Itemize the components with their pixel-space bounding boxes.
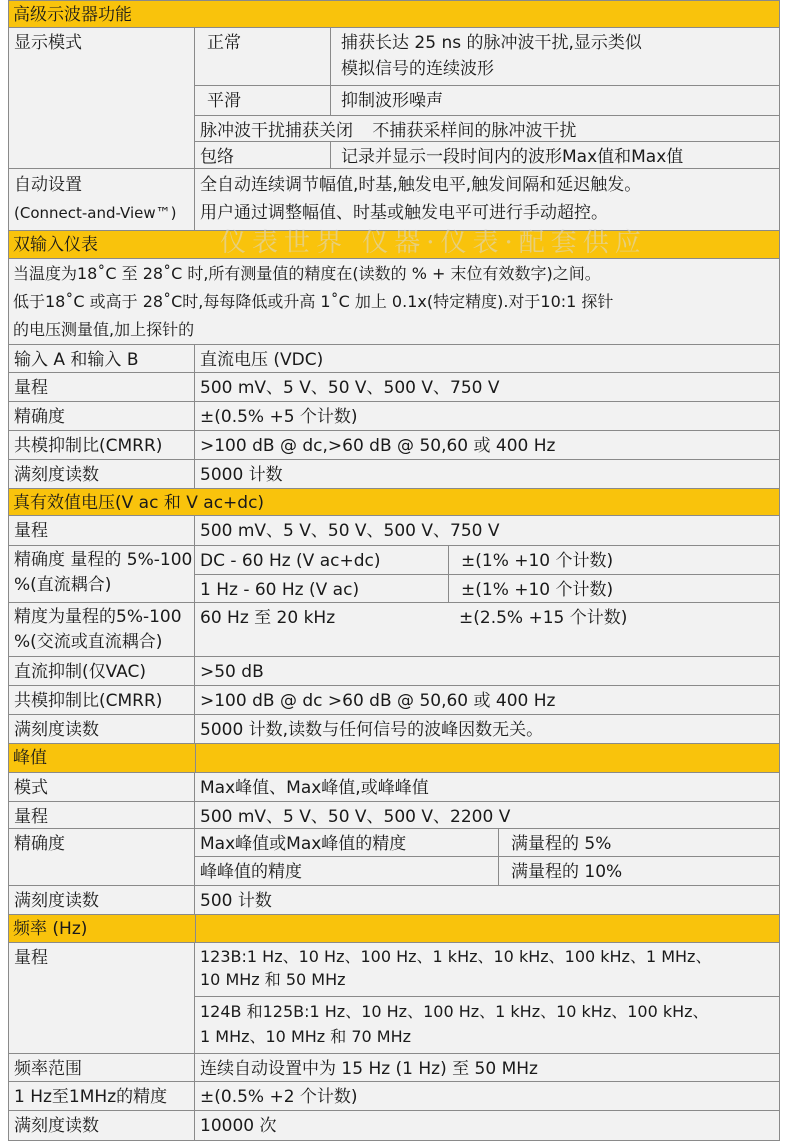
acc-ac-value: ±(2.5% +15 个计数) <box>459 608 628 628</box>
rms-accuracy-ac-block <box>8 602 780 656</box>
section-header-advanced-scope <box>8 0 780 27</box>
acc-row1-value: ±(1% +10 个计数) <box>448 545 779 574</box>
header-divider <box>195 744 196 773</box>
accuracy-ac-label <box>8 602 194 656</box>
dmm-cmrr-row <box>8 430 780 459</box>
normal-desc <box>330 27 779 85</box>
accuracy-dc-label <box>8 545 194 602</box>
input-value: 直流电压 (VDC) <box>194 344 779 372</box>
freq-range-124b-line2: 1 MHz、10 MHz 和 70 MHz <box>200 1027 412 1046</box>
acc-ac-range: 60 Hz 至 20 kHz <box>200 608 336 628</box>
accuracy-note-text <box>13 260 613 344</box>
accuracy-ac-label-2: %(交流或直流耦合) <box>14 632 163 652</box>
section-header-peak <box>8 743 780 772</box>
range-label: 量程 <box>8 942 194 1053</box>
freq-accuracy-value: ±(0.5% +2 个计数) <box>194 1081 779 1110</box>
peak-acc-row1-type: Max峰值或Max峰值的精度 <box>194 828 498 856</box>
fullscale-label: 满刻度读数 <box>8 714 194 743</box>
peak-acc-row2-type: 峰峰值的精度 <box>194 856 498 885</box>
dmm-range-row <box>8 372 780 401</box>
freq-accuracy-label: 1 Hz至1MHz的精度 <box>8 1081 194 1110</box>
input-row <box>8 344 780 372</box>
smooth-label: 平滑 <box>194 85 330 115</box>
rms-fullscale-row <box>8 714 780 743</box>
section-title: 高级示波器功能 <box>13 5 132 25</box>
rms-accuracy-dc-block <box>8 545 780 602</box>
auto-set-label <box>8 168 194 230</box>
section-title: 峰值 <box>13 748 47 768</box>
note-line1: 当温度为18˚C 至 28˚C 时,所有测量值的精度在(读数的 % + 末位有效数字)之间。 <box>13 264 601 283</box>
accuracy-note <box>8 258 780 344</box>
freq-range-row <box>8 1053 780 1081</box>
display-mode-block <box>8 27 780 168</box>
accuracy-dc-label-2: %(直流耦合) <box>14 575 112 595</box>
range-value: 500 mV、5 V、50 V、500 V、2200 V <box>194 801 779 828</box>
fullscale-label: 满刻度读数 <box>8 885 194 914</box>
dc-rejection-value: >50 dB <box>194 656 779 685</box>
fullscale-value: 500 计数 <box>194 885 779 914</box>
freq-range-123b-line2: 10 MHz 和 50 MHz <box>200 970 346 989</box>
dmm-accuracy-row <box>8 401 780 430</box>
spec-sheet <box>8 0 780 1141</box>
normal-desc-line2: 模拟信号的连续波形 <box>341 59 494 79</box>
peak-accuracy-block <box>8 828 780 885</box>
fullscale-value: 5000 计数 <box>194 459 779 488</box>
freq-range-124b-line1: 124B 和125B:1 Hz、10 Hz、100 Hz、1 kHz、10 kHz、100 kHz、 <box>200 1002 709 1021</box>
peak-fullscale-row <box>8 885 780 914</box>
peak-acc-row1-value: 满量程的 5% <box>498 828 779 856</box>
freq-range-value: 连续自动设置中为 15 Hz (1 Hz) 至 50 MHz <box>194 1053 779 1081</box>
range-label: 量程 <box>8 801 194 828</box>
glitch-off-label: 脉冲波干扰捕获关闭 <box>200 121 353 141</box>
accuracy-value: ±(0.5% +5 个计数) <box>194 401 779 430</box>
note-line2: 低于18˚C 或高于 28˚C时,每每降低或升高 1˚C 加上 0.1x(特定精度).对于10:1 探针 <box>13 292 614 311</box>
peak-range-row <box>8 801 780 828</box>
accuracy-label: 精确度 <box>8 401 194 430</box>
cmrr-label: 共模抑制比(CMRR) <box>8 430 194 459</box>
rms-dc-rejection-row <box>8 656 780 685</box>
section-title: 双输入仪表 <box>13 235 98 255</box>
acc-row2-value: ±(1% +10 个计数) <box>448 574 779 602</box>
peak-mode-row <box>8 772 780 801</box>
normal-label: 正常 <box>194 27 330 85</box>
display-mode-label: 显示模式 <box>8 27 194 168</box>
glitch-off-row <box>194 115 779 141</box>
freq-range-123b <box>194 942 779 996</box>
section-header-true-rms <box>8 488 780 515</box>
section-title: 频率 (Hz) <box>13 919 88 939</box>
note-line3: 的电压测量值,加上探针的 <box>13 320 195 339</box>
freq-range-123b-line1: 123B:1 Hz、10 Hz、100 Hz、1 kHz、10 kHz、100 kHz、1 MHz、 <box>200 947 712 966</box>
rms-cmrr-row <box>8 685 780 714</box>
input-label: 输入 A 和输入 B <box>8 344 194 372</box>
accuracy-ac-value <box>194 602 779 656</box>
fullscale-label: 满刻度读数 <box>8 1110 194 1140</box>
range-label: 量程 <box>8 515 194 545</box>
mode-value: Max峰值、Max峰值,或峰峰值 <box>194 772 779 801</box>
auto-set-desc-2: 用户通过调整幅值、时基或触发电平可进行手动超控。 <box>200 203 608 223</box>
acc-row2-range: 1 Hz - 60 Hz (V ac) <box>194 574 448 602</box>
section-header-frequency <box>8 914 780 942</box>
cmrr-label: 共模抑制比(CMRR) <box>8 685 194 714</box>
acc-row1-range: DC - 60 Hz (V ac+dc) <box>194 545 448 574</box>
header-divider <box>195 915 196 943</box>
freq-fullscale-row <box>8 1110 780 1141</box>
freq-accuracy-row <box>8 1081 780 1110</box>
glitch-off-desc: 不捕获采样间的脉冲波干扰 <box>372 121 577 141</box>
auto-set-label-1: 自动设置 <box>14 175 82 195</box>
accuracy-ac-label-1: 精度为量程的5%-100 <box>14 607 182 627</box>
peak-acc-row2-value: 满量程的 10% <box>498 856 779 885</box>
dmm-fullscale-row <box>8 459 780 488</box>
smooth-desc: 抑制波形噪声 <box>330 85 779 115</box>
range-value: 500 mV、5 V、50 V、500 V、750 V <box>194 372 779 401</box>
auto-set-desc <box>194 168 779 230</box>
freq-range-block <box>8 942 780 1053</box>
freq-range-124b <box>194 996 779 1053</box>
auto-set-label-2: (Connect-and-View™) <box>14 204 177 222</box>
range-label: 量程 <box>8 372 194 401</box>
section-title: 真有效值电压(V ac 和 V ac+dc) <box>13 493 265 513</box>
rms-range-row <box>8 515 780 545</box>
auto-set-row <box>8 168 780 230</box>
dc-rejection-label: 直流抑制(仅VAC) <box>8 656 194 685</box>
fullscale-value: 5000 计数,读数与任何信号的波峰因数无关。 <box>194 714 779 743</box>
cmrr-value: >100 dB @ dc >60 dB @ 50,60 或 400 Hz <box>194 685 779 714</box>
accuracy-dc-label-1: 精确度 量程的 5%-100 <box>14 550 193 570</box>
freq-range-label: 频率范围 <box>8 1053 194 1081</box>
cmrr-value: >100 dB @ dc,>60 dB @ 50,60 或 400 Hz <box>194 430 779 459</box>
envelope-desc: 记录并显示一段时间内的波形Max值和Max值 <box>330 141 779 168</box>
normal-desc-line1: 捕获长达 25 ns 的脉冲波干扰,显示类似 <box>341 33 642 53</box>
auto-set-desc-1: 全自动连续调节幅值,时基,触发电平,触发间隔和延迟触发。 <box>200 175 642 195</box>
mode-label: 模式 <box>8 772 194 801</box>
fullscale-value: 10000 次 <box>194 1110 779 1140</box>
accuracy-label: 精确度 <box>8 828 194 885</box>
range-value: 500 mV、5 V、50 V、500 V、750 V <box>194 515 779 545</box>
fullscale-label: 满刻度读数 <box>8 459 194 488</box>
envelope-label: 包络 <box>194 141 330 168</box>
watermark: 仪表世界 仪器·仪表·配套供应 <box>220 228 647 258</box>
